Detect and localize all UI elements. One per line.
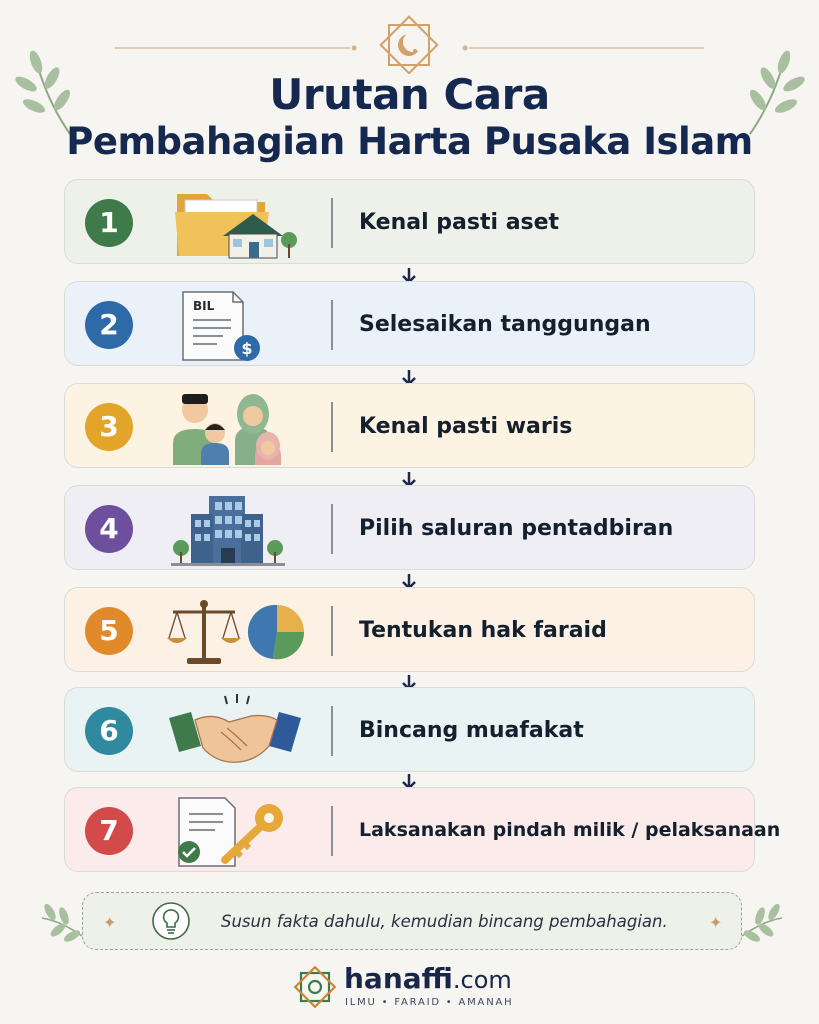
scale-pie-icon — [165, 592, 305, 669]
divider — [331, 402, 333, 452]
leaf-sprig-bottom-left — [38, 896, 84, 946]
family-icon — [165, 388, 305, 465]
step-card-6 — [64, 687, 755, 772]
top-ornament — [0, 14, 819, 74]
divider — [331, 606, 333, 656]
brand-logo[interactable] — [292, 962, 532, 1016]
coin-text: $ — [241, 339, 253, 358]
step-label: Bincang muafakat — [359, 718, 584, 743]
handshake-icon — [165, 692, 305, 769]
step-number-badge: 1 — [85, 199, 133, 247]
step-number-badge: 7 — [85, 807, 133, 855]
brand-domain: .com — [452, 966, 512, 994]
brand-name: hanaffi.com — [344, 962, 512, 995]
building-icon — [165, 490, 305, 567]
tip-box — [82, 892, 742, 950]
divider — [331, 706, 333, 756]
divider — [331, 198, 333, 248]
step-card-1 — [64, 179, 755, 264]
folder-house-icon — [165, 184, 305, 261]
page-title-line-1: Urutan Cara — [269, 70, 550, 119]
step-card-2 — [64, 281, 755, 366]
step-label: Pilih saluran pentadbiran — [359, 516, 674, 541]
step-card-3 — [64, 383, 755, 468]
step-label: Laksanakan pindah milik / pelaksanaan — [359, 819, 781, 841]
step-label: Tentukan hak faraid — [359, 618, 607, 643]
step-number-badge: 2 — [85, 301, 133, 349]
bill-document-icon — [165, 286, 305, 363]
sparkle-icon: ✦ — [709, 913, 723, 932]
crescent-star-icon — [381, 17, 438, 74]
step-label: Kenal pasti aset — [359, 210, 560, 235]
divider — [331, 504, 333, 554]
step-label: Kenal pasti waris — [359, 414, 573, 439]
page-title-line-2: Pembahagian Harta Pusaka Islam — [66, 120, 753, 163]
step-number-badge: 4 — [85, 505, 133, 553]
sparkle-icon: ✦ — [103, 913, 117, 932]
step-card-5 — [64, 587, 755, 672]
lightbulb-icon — [151, 901, 191, 941]
leaf-sprig-bottom-right — [740, 896, 786, 946]
document-key-icon — [165, 792, 305, 869]
brand-tagline: ILMU • FARAID • AMANAH — [345, 997, 514, 1008]
step-number-badge: 5 — [85, 607, 133, 655]
step-number-badge: 6 — [85, 707, 133, 755]
star-pattern-icon — [292, 964, 338, 1010]
step-card-4 — [64, 485, 755, 570]
step-label: Selesaikan tanggungan — [359, 312, 651, 337]
step-card-7 — [64, 787, 781, 872]
step-number-badge: 3 — [85, 403, 133, 451]
divider — [331, 300, 333, 350]
divider — [331, 806, 333, 856]
tip-text: Susun fakta dahulu, kemudian bincang pembahagian. — [221, 912, 668, 931]
bill-text: BIL — [193, 299, 215, 313]
